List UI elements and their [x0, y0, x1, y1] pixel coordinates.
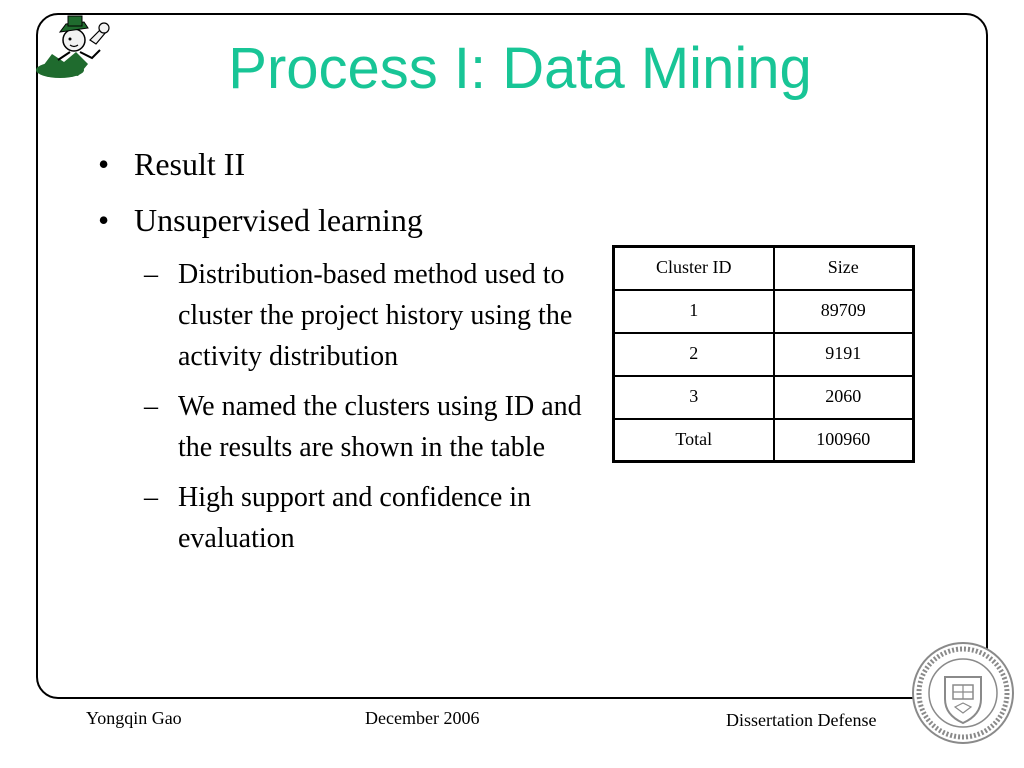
- bullet-marker: •: [98, 202, 110, 238]
- cell-size: 2060: [774, 376, 914, 419]
- sub-bullet-text: High support and confidence in evaluation: [178, 482, 532, 554]
- cluster-table: [612, 245, 915, 463]
- footer-date: December 2006: [365, 708, 480, 728]
- table-row: [614, 376, 914, 419]
- sub-bullet-marker: –: [144, 391, 158, 422]
- slide-title: Process I: Data Mining: [228, 36, 812, 101]
- cell-cluster-id: 1: [614, 290, 774, 333]
- sub-bullet-text: We named the clusters using ID and the results are shown in the table: [178, 391, 582, 463]
- bullet-text: Unsupervised learning: [134, 202, 423, 238]
- cell-cluster-id: 2: [614, 333, 774, 376]
- cell-size: 100960: [774, 419, 914, 462]
- cell-cluster-id: 3: [614, 376, 774, 419]
- header-cluster-id: Cluster ID: [614, 247, 774, 290]
- header-size: Size: [774, 247, 914, 290]
- cell-size: 89709: [774, 290, 914, 333]
- sub-bullet-text: Distribution-based method used to cluster the project history using the activity distribution: [178, 259, 573, 372]
- sub-bullet-marker: –: [144, 482, 158, 513]
- slide-body: [98, 142, 598, 568]
- footer-author: Yongqin Gao: [86, 708, 182, 728]
- table-row: [614, 290, 914, 333]
- university-seal-icon: [911, 641, 1015, 745]
- sub-bullet-item: [98, 477, 598, 559]
- sub-bullet-item: [98, 386, 598, 468]
- table-row: [614, 333, 914, 376]
- cell-size: 9191: [774, 333, 914, 376]
- footer-event: Dissertation Defense: [726, 710, 877, 730]
- sub-bullet-marker: –: [144, 259, 158, 290]
- bullet-marker: •: [98, 146, 110, 182]
- cell-cluster-id: Total: [614, 419, 774, 462]
- sub-bullet-item: [98, 254, 598, 377]
- bullet-item: [98, 198, 598, 242]
- bullet-text: Result II: [134, 146, 246, 182]
- table-row: [614, 419, 914, 462]
- bullet-item: [98, 142, 598, 186]
- table-header-row: [614, 247, 914, 290]
